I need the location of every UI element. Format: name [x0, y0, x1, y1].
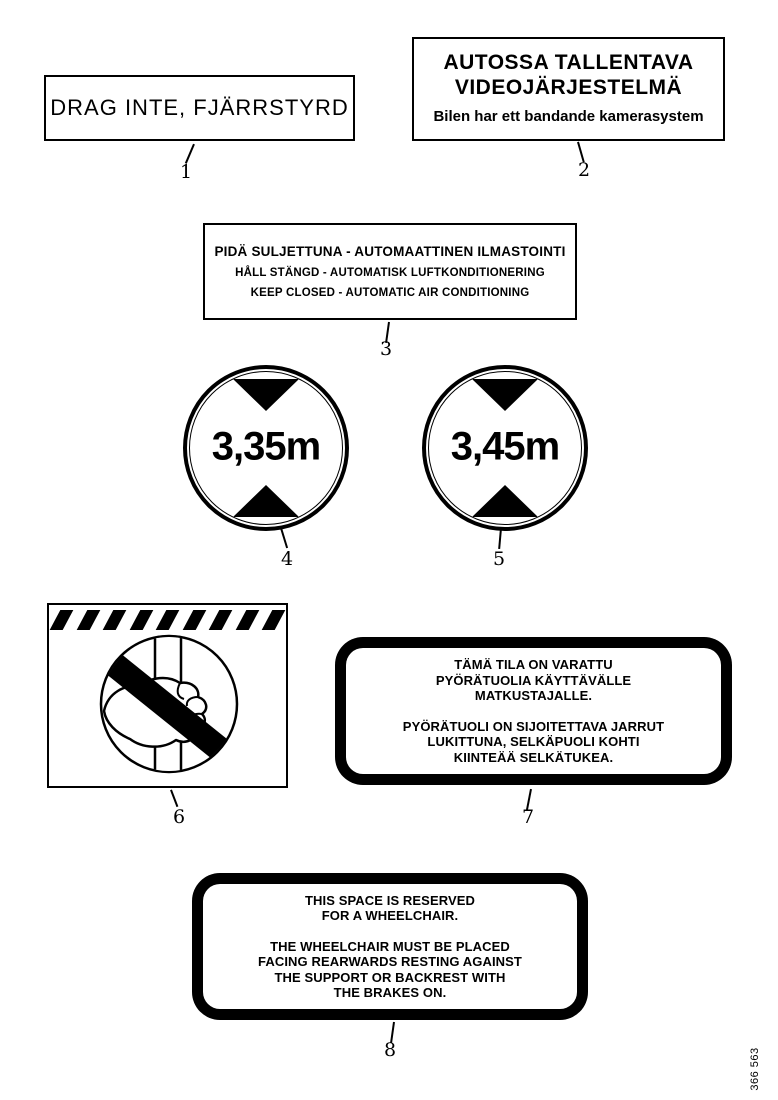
callout-leader-4 — [280, 528, 288, 549]
label-drag-inte-text: DRAG INTE, FJÄRRSTYRD — [50, 95, 349, 120]
callout-2: 2 — [577, 159, 591, 181]
label-drag-inte — [44, 75, 355, 141]
text-line: PYÖRÄTUOLI ON SIJOITETTAVA JARRUT — [402, 718, 665, 734]
label-wheelchair-fi-text — [346, 648, 721, 774]
hazard-stripes — [55, 610, 280, 630]
height-limit-sign-335 — [183, 365, 349, 531]
text-line: PYÖRÄTUOLIA KÄYTTÄVÄLLE — [435, 672, 632, 688]
label-keep-closed — [203, 223, 577, 320]
text-line: TÄMÄ TILA ON VARATTU — [454, 657, 613, 672]
callout-3: 3 — [379, 338, 393, 360]
label-keep-closed-line-sv: HÅLL STÄNGD - AUTOMATISK LUFTKONDITIONERING — [235, 267, 545, 279]
text-line: FACING REARWARDS RESTING AGAINST — [258, 954, 522, 969]
text-line: THE WHEELCHAIR MUST BE PLACED — [270, 938, 510, 954]
label-wheelchair-en — [192, 873, 588, 1020]
text-line: LUKITTUNA, SELKÄPUOLI KOHTI — [427, 734, 640, 749]
label-video-system-subheading: Bilen har ett bandande kamerasystem — [433, 108, 704, 125]
arrow-up-icon — [472, 485, 538, 517]
arrow-down-icon — [233, 379, 299, 411]
text-line: MATKUSTAJALLE. — [474, 688, 593, 703]
label-no-grip-handrail — [47, 603, 288, 788]
figure-number: 366 563 — [749, 1047, 761, 1091]
text-line: THE SUPPORT OR BACKREST WITH — [274, 969, 506, 985]
height-limit-sign-345 — [422, 365, 588, 531]
callout-leader-6 — [170, 790, 178, 807]
callout-leader-5 — [498, 528, 501, 549]
paragraph-gap — [346, 704, 721, 719]
callout-1: 1 — [179, 161, 193, 183]
arrow-down-icon — [472, 379, 538, 411]
label-video-system — [412, 37, 725, 141]
label-video-system-heading-line1: AUTOSSA TALLENTAVA — [443, 51, 694, 74]
text-line: THIS SPACE IS RESERVED — [304, 892, 476, 908]
paragraph-gap — [203, 924, 577, 939]
callout-6: 6 — [172, 806, 186, 828]
height-limit-value: 3,45m — [450, 424, 560, 469]
text-line: THE BRAKES ON. — [333, 985, 447, 1000]
height-limit-sign-335-inner — [189, 371, 343, 525]
label-keep-closed-line-en: KEEP CLOSED - AUTOMATIC AIR CONDITIONING — [250, 287, 530, 299]
text-line: KIINTEÄÄ SELKÄTUKEA. — [453, 749, 614, 765]
text-line: FOR A WHEELCHAIR. — [321, 908, 459, 923]
callout-5: 5 — [492, 548, 506, 570]
callout-4: 4 — [280, 548, 294, 570]
arrow-up-icon — [233, 485, 299, 517]
height-limit-sign-345-inner — [428, 371, 582, 525]
callout-7: 7 — [521, 806, 535, 828]
callout-8: 8 — [383, 1039, 397, 1061]
height-limit-value: 3,35m — [211, 424, 321, 469]
label-wheelchair-en-text — [203, 884, 577, 1009]
label-video-system-heading-line2: VIDEOJÄRJESTELMÄ — [454, 76, 683, 99]
label-wheelchair-fi — [335, 637, 732, 785]
no-grip-handrail-icon — [94, 629, 244, 779]
label-keep-closed-line-fi: PIDÄ SULJETTUNA - AUTOMAATTINEN ILMASTOINTI — [214, 244, 566, 259]
